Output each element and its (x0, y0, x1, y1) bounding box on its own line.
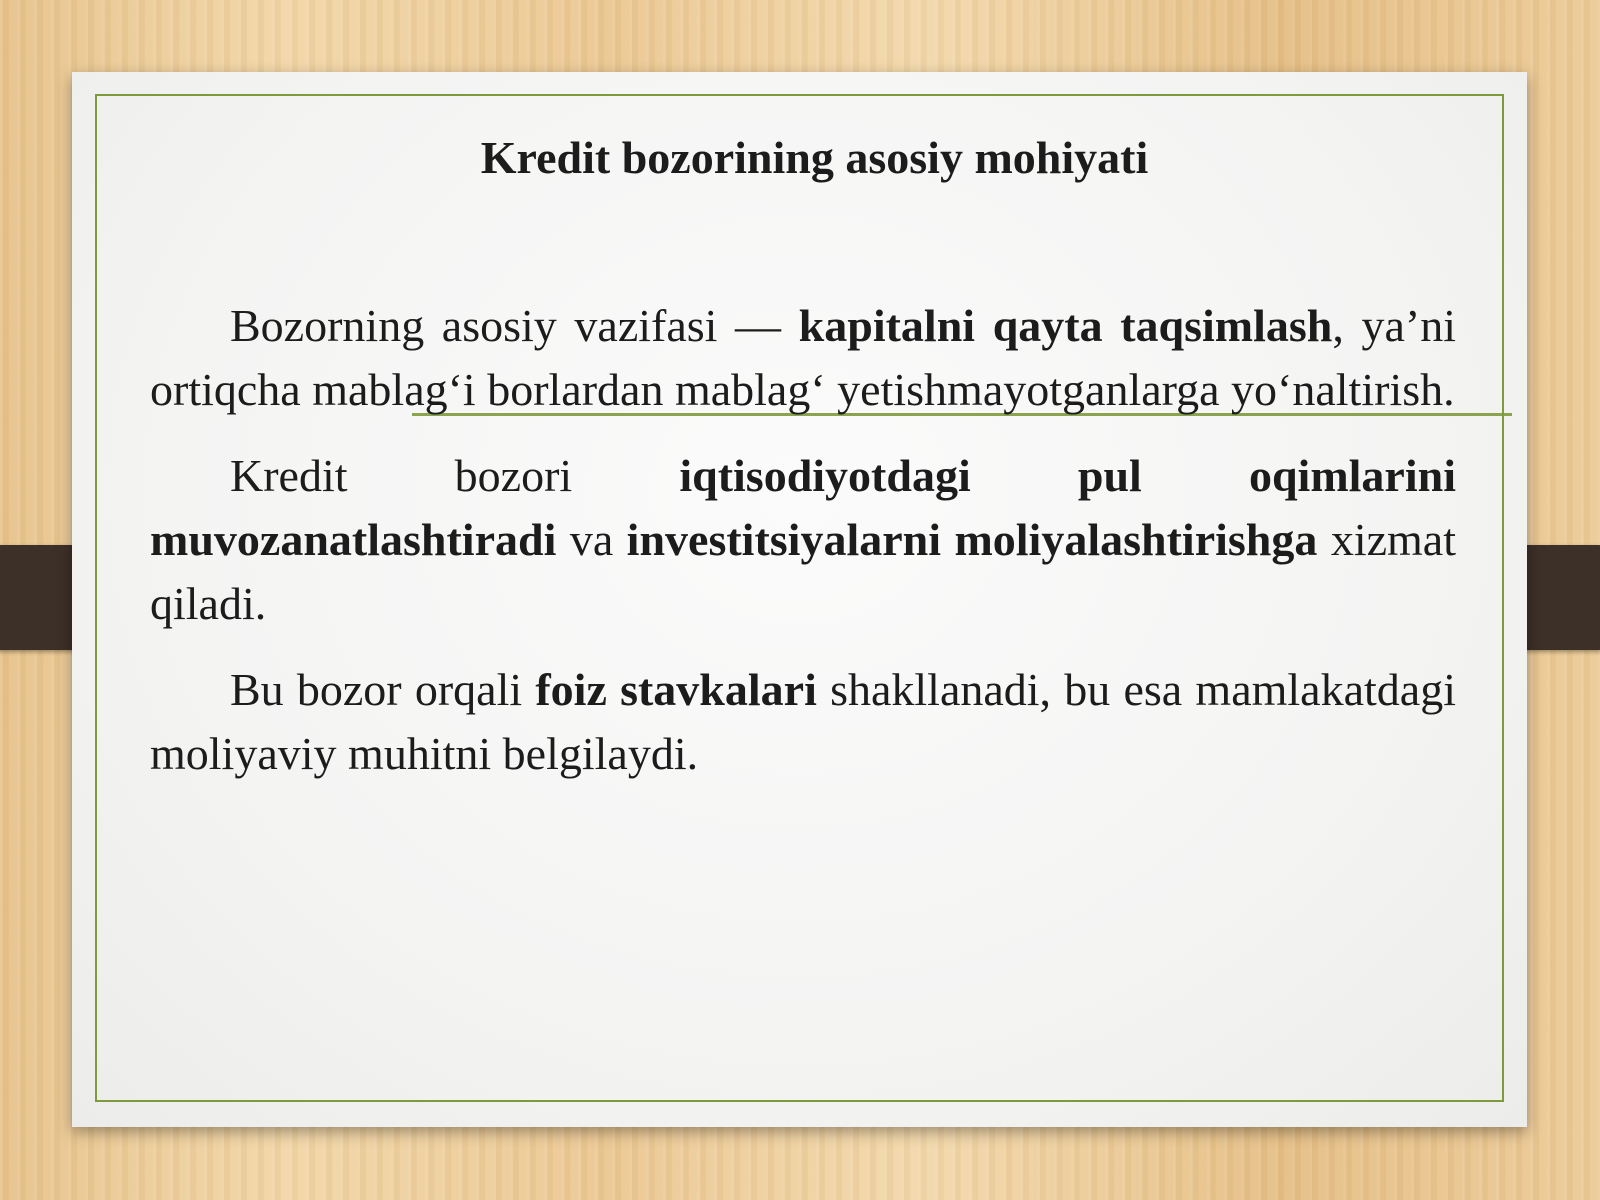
paragraph-2-bold-a: iqtisodiyotdagi pul oqimlarini muvozanatlashtiradi (150, 450, 1456, 565)
paragraph-3-text-a: Bu bozor orqali (230, 664, 536, 715)
paragraph-3-bold-a: foiz stavkalari (535, 664, 817, 715)
paragraph-1 (150, 294, 1456, 422)
paragraph-1-text-b: , ya’ni ortiqcha mablag‘i borlardan mablag‘ yetishmayotganlarga yo‘naltirish. (150, 300, 1456, 415)
paragraph-3-text-b: shakllanadi, bu esa mamlakatdagi moliyaviy muhitni belgilaydi. (150, 664, 1456, 779)
paragraph-3 (150, 658, 1456, 786)
paragraph-2-bold-b: investitsiyalarni moliyalashtirishga (626, 514, 1318, 565)
paragraph-2-text-c: xizmat qiladi. (150, 514, 1456, 629)
slide-body (150, 294, 1456, 808)
paragraph-1-text-a: Bozorning asosiy vazifasi — (230, 300, 799, 351)
paragraph-1-bold-a: kapitalni qayta taqsimlash (798, 300, 1333, 351)
slide-card (72, 72, 1527, 1127)
paragraph-2-text-a: Kredit bozori (230, 450, 680, 501)
paragraph-2-text-b: va (556, 514, 627, 565)
paragraph-2 (150, 444, 1456, 636)
slide-title: Kredit bozorining asosiy mohiyati (480, 132, 1149, 183)
